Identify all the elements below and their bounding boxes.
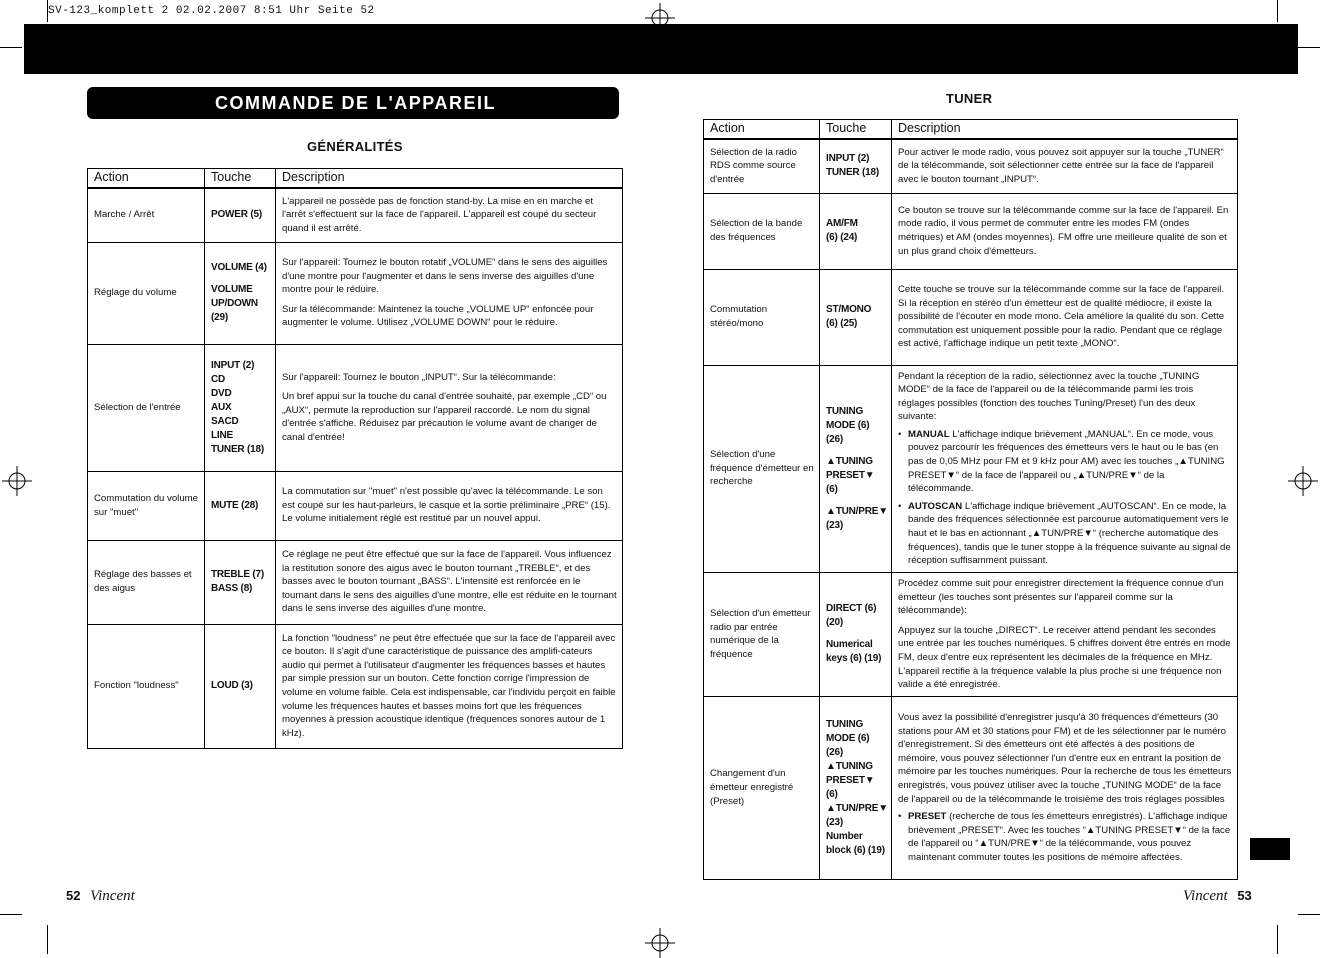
- key-cell: [205, 242, 276, 344]
- key-cell: [205, 471, 276, 540]
- key-label: LINE: [211, 429, 233, 441]
- description-cell: [276, 242, 623, 344]
- key-label: DIRECT (6) (20): [826, 603, 877, 629]
- key-label: TUNING MODE (6) (26): [826, 405, 870, 445]
- table-row: [704, 696, 1238, 879]
- description-cell: [892, 193, 1238, 269]
- section-heading-tuner: TUNER: [946, 91, 993, 106]
- key-cell: [820, 696, 892, 879]
- key-cell: [205, 344, 276, 471]
- bullet-text: L'affichage indique brièvement „MANUAL“. En ce mode, vous pouvez parcourir les fréquences des émetteurs vers le haut ou le bas (en pas de 0,05 MHz pour FM et 9 kHz pour AM) avec les touches „▲TUNING PRESET▼“ de la face de l'appareil ou „▲TUN/PRE▼“ de la télécommande.: [908, 428, 1225, 495]
- description-paragraph: Ce bouton se trouve sur la télécommande comme sur la face de l'appareil. En mode radio, il vous permet de commuter entre les modes FM (ondes métriques) et AM (ondes moyennes). FM offre une meilleure qualité de son et un plus grand choix d'émetteurs.: [898, 204, 1229, 257]
- action-cell: Sélection d'une fréquence d'émetteur en recherche: [704, 365, 820, 572]
- table-row: [88, 540, 623, 624]
- column-header-touche: Touche: [820, 120, 892, 140]
- action-cell: Commutation du volume sur "muet": [88, 471, 205, 540]
- description-paragraph: Un bref appui sur la touche du canal d'entrée souhaité, par exemple „CD“ ou „AUX“, permute la reproduction sur l'appareil raccordé. Le nom du signal d'entrée s'affiche. Réduisez par précaution le volume avant de changer de canal d'entrée!: [282, 391, 607, 443]
- crop-mark: [0, 47, 22, 48]
- key-cell: [820, 193, 892, 269]
- table-row: [704, 365, 1238, 572]
- description-cell: [276, 188, 623, 242]
- bullet-item: [898, 500, 1232, 568]
- section-heading-generalites: GÉNÉRALITÉS: [307, 139, 403, 154]
- description-paragraph: Sur l'appareil: Tournez le bouton rotatif „VOLUME“ dans le sens des aiguilles d'une montre pour l'augmenter et dans le sens inverse des aiguilles d'une montre pour le réduire.: [282, 257, 608, 296]
- table-row: [88, 344, 623, 471]
- table-row: [88, 471, 623, 540]
- page-title: COMMANDE DE L'APPAREIL: [87, 87, 619, 119]
- description-paragraph: La commutation sur "muet" n'est possible qu'avec la télécommande. Le son est coupé sur les haut-parleurs, le casque et la sortie préliminaire „PRE“ (15). Le volume initialement réglé est restitué par un nouvel appui.: [282, 486, 611, 525]
- description-paragraph: Sur la télécommande: Maintenez la touche „VOLUME UP“ enfoncée pour augmenter le volume. Utilisez „VOLUME DOWN“ pour le réduire.: [282, 303, 594, 329]
- table-row: [88, 188, 623, 242]
- key-label: ▲TUNING PRESET▼ (6): [826, 760, 875, 800]
- description-paragraph: Pendant la réception de la radio, sélectionnez avec la touche „TUNING MODE“ de la face de l'appareil ou de la télécommande parmi les trois réglages possibles (fonction des touches Tuning/Preset) l'un des deux suivante:: [898, 370, 1200, 423]
- table-row: [704, 572, 1238, 696]
- key-label: AUX: [211, 401, 232, 413]
- key-label: LOUD (3): [211, 680, 253, 691]
- crop-mark: [1277, 925, 1278, 954]
- table-row: [704, 193, 1238, 269]
- registration-mark-icon: [1288, 466, 1318, 496]
- crop-mark: [47, 925, 48, 954]
- action-cell: Sélection de l'entrée: [88, 344, 205, 471]
- general-controls-table: [87, 168, 623, 749]
- description-cell: [276, 624, 623, 748]
- action-cell: Sélection de la radio RDS comme source d'entrée: [704, 139, 820, 193]
- key-label: ▲TUN/PRE▼ (23): [826, 802, 888, 828]
- key-label: ▲TUNING PRESET▼ (6): [826, 455, 875, 495]
- description-paragraph: Sur l'appareil: Tournez le bouton „INPUT“. Sur la télécommande:: [282, 371, 556, 383]
- key-label: SACD: [211, 415, 239, 427]
- key-label: DVD: [211, 387, 232, 399]
- tuner-controls-table: [703, 119, 1238, 880]
- description-paragraph: L'appareil ne possède pas de fonction stand-by. La mise en en marche et l'arrêt s'effectuent sur la face de l'appareil. L'appareil est coupé du secteur quand il est arrêté.: [282, 195, 597, 235]
- bullet-label: AUTOSCAN: [908, 500, 963, 512]
- description-paragraph: Cette touche se trouve sur la télécommande comme sur la face de l'appareil. Si la réception en stéréo d'un émetteur est de qualité médiocre, il existe la possibilité de l'écouter en mode mono. Cela améliore la qualité du son. Cette commutation est uniquement possible pour la radio. Pendant que ce réglage est activé, l'affichage indique un petit texte „MONO“.: [898, 284, 1225, 350]
- key-label: CD: [211, 373, 226, 385]
- brand-logo: Vincent: [90, 888, 135, 904]
- key-cell: [205, 540, 276, 624]
- registration-mark-icon: [645, 3, 675, 33]
- description-cell: [276, 471, 623, 540]
- key-cell: [820, 365, 892, 572]
- bullet-text: L'affichage indique brièvement „AUTOSCAN“. En ce mode, la bande des fréquences sélectionnée est parcourue automatiquement vers le haut et le bas en actionnant „▲TUN/PRE▼“ (recherche automatique des fréquences), tandis que le tuner stoppe à la fréquence suivante au signal de réception suffisamment puissant.: [908, 500, 1231, 567]
- page-number: 53: [1237, 888, 1252, 903]
- key-cell: [820, 572, 892, 696]
- action-cell: Commutation stéréo/mono: [704, 269, 820, 365]
- key-label: POWER (5): [211, 209, 262, 221]
- key-label: ST/MONO: [826, 304, 872, 315]
- bullet-label: MANUAL: [908, 428, 950, 440]
- description-cell: [892, 696, 1238, 879]
- key-cell: [820, 269, 892, 365]
- bullet-item: [898, 428, 1232, 496]
- crop-mark: [1298, 914, 1320, 915]
- description-cell: [892, 365, 1238, 572]
- description-paragraph: Procédez comme suit pour enregistrer directement la fréquence connue d'un émetteur (les touches sont présentes sur l'appareil comme sur la télécommande):: [898, 577, 1224, 617]
- page-number: 52: [66, 888, 81, 903]
- key-label: (6) (24): [826, 232, 858, 243]
- bullet-item: [898, 810, 1232, 864]
- key-label: INPUT (2): [826, 153, 870, 165]
- key-label: AM/FM: [826, 218, 858, 229]
- key-label: MUTE (28): [211, 499, 259, 511]
- crop-mark: [1277, 0, 1278, 22]
- description-cell: [892, 572, 1238, 696]
- crop-mark: [0, 914, 22, 915]
- footer-right: [1183, 888, 1252, 905]
- brand-logo: Vincent: [1183, 888, 1228, 904]
- key-label: BASS (8): [211, 583, 253, 594]
- action-cell: Changement d'un émetteur enregistré (Preset): [704, 696, 820, 879]
- key-label: Number block (6) (19): [826, 830, 885, 856]
- key-label: TUNER (18): [211, 443, 265, 455]
- column-header-touche: Touche: [205, 169, 276, 189]
- description-cell: [892, 269, 1238, 365]
- action-cell: Marche / Arrêt: [88, 188, 205, 242]
- key-label: VOLUME (4): [211, 262, 267, 273]
- action-cell: Réglage des basses et des aigus: [88, 540, 205, 624]
- table-row: [88, 242, 623, 344]
- table-row: [704, 139, 1238, 193]
- column-header-description: Description: [276, 169, 623, 189]
- key-label: TREBLE (7): [211, 569, 265, 580]
- key-label: (6) (25): [826, 318, 858, 329]
- key-cell: [205, 624, 276, 748]
- description-cell: [276, 344, 623, 471]
- description-paragraph: Ce réglage ne peut être effectué que sur la face de l'appareil. Vous influencez la restitution sonore des aigus avec le bouton tournant „TREBLE“, et des basses avec le bouton tournant „BASS“. L'intensité est renforcée en le tournant dans le sens des aiguilles d'une montre, elle est réduite en le tournant dans le sens inverse des aiguilles d'une montre.: [282, 549, 617, 615]
- description-paragraph: Appuyez sur la touche „DIRECT“. Le receiver attend pendant les secondes une entrée par les touches numériques. 5 chiffres doivent être entrés en mode FM, deux d'entre eux représentent les décimales de la fréquence en MHz. L'appareil rectifie à la fréquence valable la plus proche si une fréquence non valide a été enregistrée.: [898, 624, 1231, 691]
- key-label: Numerical keys (6) (19): [826, 639, 882, 665]
- description-paragraph: Pour activer le mode radio, vous pouvez soit appuyer sur la touche „TUNER“ de la télécommande, soit sélectionner cette entrée sur la face de l'appareil avec le bouton tournant „INPUT“.: [898, 146, 1224, 186]
- action-cell: Fonction "loudness": [88, 624, 205, 748]
- registration-mark-icon: [2, 466, 32, 496]
- key-cell: [820, 139, 892, 193]
- bullet-text: (recherche de tous les émetteurs enregistrés). L'affichage indique brièvement „PRESET“. Avec les touches “▲TUNING PRESET▼“ de la face de l'appareil ou “▲TUN/PRE▼“ de la télécommande, vous pouvez maintenant commuter toutes les positions de mémoire affectées.: [908, 811, 1231, 863]
- bullet-label: PRESET: [908, 811, 947, 823]
- footer-left: [66, 888, 135, 905]
- key-label: INPUT (2): [211, 359, 255, 371]
- key-label: TUNER (18): [826, 167, 880, 179]
- column-header-action: Action: [88, 169, 205, 189]
- table-row: [704, 269, 1238, 365]
- page-tab-marker: [1250, 838, 1290, 860]
- crop-mark: [1298, 47, 1320, 48]
- key-label: TUNING MODE (6) (26): [826, 718, 870, 758]
- action-cell: Réglage du volume: [88, 242, 205, 344]
- key-label: ▲TUN/PRE▼ (23): [826, 505, 888, 531]
- crop-mark: [47, 0, 48, 22]
- description-paragraph: La fonction "loudness" ne peut être effectuée que sur la face de l'appareil avec ce bouton. Il s'agit d'une caractéristique de puissance des amplifi-cateurs audio qui permet à l'utilisateur d'augmenter les fréquences basses et hautes par simple pression sur un bouton. Cette fonction corrige l'impression de volume en volume faible. Cela est indispensable, car l'individu perçoit en faible volume les fréquences hautes et basses moins fort que les fréquences moyennes à pression acoustique identique (fréquences sonores autour de 1 kHz).: [282, 632, 616, 739]
- key-label: VOLUME UP/DOWN (29): [211, 284, 258, 323]
- description-cell: [892, 139, 1238, 193]
- column-header-description: Description: [892, 120, 1238, 140]
- print-slug: SV-123_komplett 2 02.02.2007 8:51 Uhr Seite 52: [48, 5, 375, 17]
- description-cell: [276, 540, 623, 624]
- description-paragraph: Vous avez la possibilité d'enregistrer jusqu'à 30 fréquences d'émetteurs (30 stations pour AM et 30 stations pour FM) et de les sélectionner par le numéro d'enregistrement. Si des émetteurs ont été affectés à des positions de mémoire, vous pouvez sélectionner l'un d'entre eux en entrant la position de mémoire par les touches numériques. Pour la recherche de tous les émetteurs enregistrés, vous pouvez utiliser avec la touche „TUNING MODE“ de la face de l'appareil ou de la télécommande le troisième des trois réglages possibles: [898, 712, 1232, 805]
- key-cell: [205, 188, 276, 242]
- action-cell: Sélection d'un émetteur radio par entrée numérique de la fréquence: [704, 572, 820, 696]
- action-cell: Sélection de la bande des fréquences: [704, 193, 820, 269]
- column-header-action: Action: [704, 120, 820, 140]
- table-row: [88, 624, 623, 748]
